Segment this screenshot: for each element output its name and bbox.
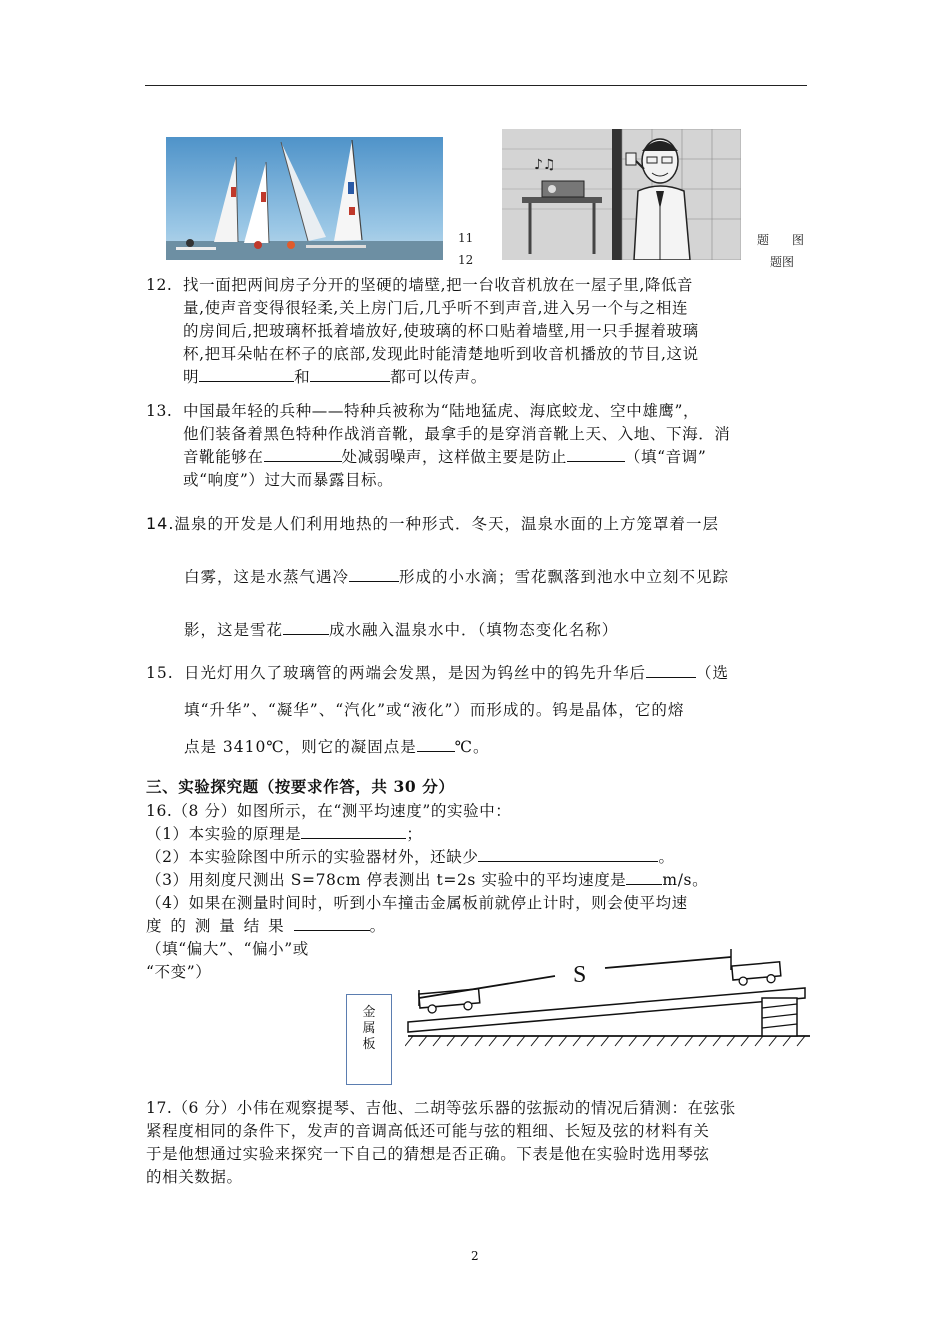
question-line: 的房间后,把玻璃杯抵着墙放好,使玻璃的杯口贴着墙壁,用一只手握着玻璃 — [183, 322, 699, 340]
plate-label-char: 金 — [362, 1005, 376, 1020]
question-line: “不变”） — [146, 963, 212, 981]
question-13 — [146, 400, 816, 492]
question-line: 于是他想通过实验来探究一下自己的猜想是否正确。下表是他在实验时选用琴弦 — [146, 1145, 710, 1163]
question-line: 或“响度”）过大而暴露目标。 — [183, 471, 394, 489]
answer-blank[interactable] — [294, 915, 370, 931]
question-14 — [146, 512, 816, 642]
question-line: 他们装备着黑色特种作战消音靴，最拿手的是穿消音靴上天、入地、下海．消 — [183, 425, 731, 443]
page-number: 2 — [471, 1249, 479, 1263]
question-number: 12. — [146, 276, 173, 294]
answer-blank[interactable] — [626, 869, 662, 885]
question-line: 17.（6 分）小伟在观察提琴、吉他、二胡等弦乐器的弦振动的情况后猜测：在弦张 — [146, 1099, 736, 1117]
answer-blank[interactable] — [349, 566, 399, 582]
question-part-1: （1）本实验的原理是 ； — [146, 825, 423, 843]
figure-caption-12: 12 — [458, 253, 474, 267]
header-rule — [145, 85, 807, 86]
question-line: 度 的 测 量 结 果 。 — [146, 917, 386, 935]
incline-experiment-figure — [405, 940, 815, 1052]
answer-blank[interactable] — [283, 619, 329, 635]
answer-blank[interactable] — [301, 823, 406, 839]
answer-blank[interactable] — [478, 846, 658, 862]
question-line: 紧程度相同的条件下，发声的音调高低还可能与弦的粗细、长短及弦的材料有关 — [146, 1122, 710, 1140]
question-part-2: （2）本实验除图中所示的实验器材外，还缺少 。 — [146, 848, 675, 866]
svg-text:♪♫: ♪♫ — [534, 157, 556, 173]
answer-blank[interactable] — [199, 366, 294, 382]
question-line: 白雾，这是水蒸气遇冷 形成的小水滴；雪花飘落到池水中立刻不见踪 — [184, 568, 730, 586]
section-heading: 三、实验探究题（按要求作答，共 30 分） — [146, 777, 455, 796]
question-line: 影，这是雪花 成水融入温泉水中．（填物态变化名称） — [184, 621, 619, 639]
cartoon-listening-figure — [502, 129, 741, 260]
distance-label-s: S — [573, 962, 587, 988]
question-part-4: （4）如果在测量时间时，听到小车撞击金属板前就停止计时，则会使平均速 — [146, 894, 688, 912]
sailboat-photo — [166, 137, 443, 260]
answer-blank[interactable] — [567, 446, 625, 462]
answer-blank[interactable] — [310, 366, 390, 382]
answer-blank[interactable] — [264, 446, 342, 462]
plate-label-char: 板 — [362, 1037, 376, 1052]
question-line: 找一面把两间房子分开的坚硬的墙壁,把一台收音机放在一屋子里,降低音 — [183, 276, 694, 294]
question-line: 填“升华”、“凝华”、“汽化”或“液化”）而形成的。钨是晶体，它的熔 — [184, 701, 685, 719]
figure-caption-11: 11 — [458, 231, 474, 245]
plate-label-char: 属 — [362, 1021, 376, 1036]
question-line: 音靴能够在 处减弱噪声，这样做主要是防止 （填“音调” — [183, 448, 707, 466]
question-number: 14. — [146, 514, 175, 533]
question-line: 量,使声音变得很轻柔,关上房门后,几乎听不到声音,进入另一个与之相连 — [183, 299, 689, 317]
question-part-3: （3）用刻度尺测出 S=78cm 停表测出 t=2s 实验中的平均速度是 m/s。 — [146, 871, 709, 889]
question-number: 13. — [146, 402, 173, 420]
question-line: 点是 3410℃，则它的凝固点是 ℃。 — [184, 738, 490, 756]
question-line: （填“偏大”、“偏小”或 — [146, 940, 309, 958]
question-line: 杯,把耳朵帖在杯子的底部,发现此时能清楚地听到收音机播放的节目,这说 — [183, 345, 699, 363]
question-line: 15. 日光灯用久了玻璃管的两端会发黑，是因为钨丝中的钨先升华后 （选 — [146, 662, 816, 685]
figure-caption-right-b: 图 — [792, 233, 805, 247]
figure-caption-right-a: 题 — [757, 233, 770, 247]
answer-blank[interactable] — [417, 736, 455, 752]
question-12 — [146, 274, 816, 389]
question-17 — [146, 1097, 816, 1189]
question-line: 中国最年轻的兵种——特种兵被称为“陆地猛虎、海底蛟龙、空中雄鹰”， — [183, 402, 700, 420]
figure-caption-right-c: 题图 — [770, 255, 795, 269]
question-intro: 16.（8 分）如图所示，在“测平均速度”的实验中： — [146, 802, 512, 820]
question-line: 的相关数据。 — [146, 1168, 243, 1186]
question-15 — [146, 662, 816, 759]
question-number: 15. — [146, 664, 174, 682]
answer-blank[interactable] — [646, 662, 696, 678]
question-line: 14.温泉的开发是人们利用地热的一种形式．冬天，温泉水面的上方笼罩着一层 — [146, 514, 719, 533]
question-line: 明 和 都可以传声。 — [183, 368, 487, 386]
metal-plate-box — [346, 994, 392, 1085]
